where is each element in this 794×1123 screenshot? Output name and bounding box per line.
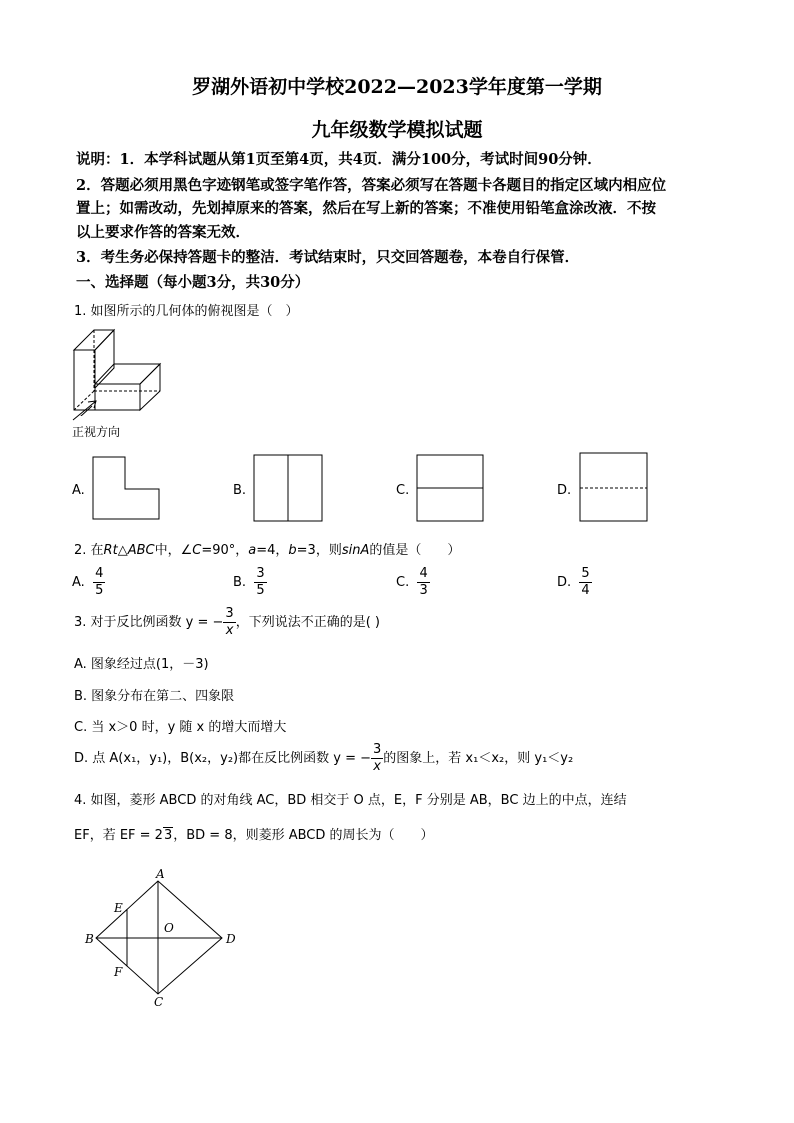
q1-option-b-label[interactable]: B.: [233, 483, 247, 498]
q1-option-a-figure[interactable]: [92, 456, 162, 522]
q1-option-d-label[interactable]: D.: [557, 483, 572, 498]
label-e: E: [114, 901, 123, 915]
q2-option-c[interactable]: C. $\frac{4}{3}$: [396, 566, 428, 598]
instruction-line-1: 说明：1．本学科试题从第1页至第4页，共4页．满分100分，考试时间90分钟．: [76, 151, 602, 168]
q2-option-b[interactable]: B. $\frac{3}{5}$: [233, 566, 265, 598]
q1-stem: 1. 如图所示的几何体的俯视图是（ ）: [74, 304, 299, 319]
q1-option-d-figure[interactable]: [579, 452, 649, 524]
q3-option-a[interactable]: A. 图象经过点(1，－3): [74, 657, 209, 672]
label-d: D: [226, 932, 236, 946]
q1-option-a-label[interactable]: A.: [72, 483, 85, 498]
page-title: 罗湖外语初中学校2022—2023学年度第一学期: [192, 76, 602, 98]
instruction-line-2: 2．答题必须用黑色字迹钢笔或签字笔作答，答案必须写在答题卡各题目的指定区域内相应位: [76, 177, 667, 194]
q3-option-c[interactable]: C. 当 x＞0 时，y 随 x 的增大而增大: [74, 720, 287, 735]
q1-option-c-figure[interactable]: [416, 454, 486, 524]
q2-option-d[interactable]: D. $\frac{5}{4}$: [557, 566, 590, 598]
q4-stem-line-1: 4. 如图，菱形 ABCD 的对角线 AC，BD 相交于 O 点，E，F 分别是 AB，BC 边上的中点，连结: [74, 793, 627, 808]
q2-option-a[interactable]: A. $\frac{4}{5}$: [72, 566, 104, 598]
q2-stem: 2. 在Rt△ABC中，∠C=90°，a=4，b=3，则sinA的值是（ ）: [74, 543, 461, 558]
q1-option-c-label[interactable]: C.: [396, 483, 410, 498]
label-f: F: [114, 965, 123, 979]
label-a: A: [156, 867, 165, 881]
q3-option-b[interactable]: B. 图象分布在第二、四象限: [74, 689, 235, 704]
q1-direction-label: 正视方向: [72, 425, 121, 439]
q4-stem-line-2: EF，若 EF = 23，BD = 8，则菱形 ABCD 的周长为（ ）: [74, 828, 434, 843]
page-subtitle: 九年级数学模拟试题: [311, 119, 483, 141]
instruction-line-4: 以上要求作答的答案无效．: [76, 224, 250, 241]
q1-option-b-figure[interactable]: [253, 454, 325, 524]
instruction-line-3: 置上；如需改动，先划掉原来的答案，然后在写上新的答案；不准使用铅笔盒涂改液．不按: [76, 200, 656, 217]
label-b: B: [85, 932, 94, 946]
arrow-icon: [70, 398, 110, 424]
section-heading: 一、选择题（每小题3分，共30分）: [76, 274, 310, 291]
instruction-line-5: 3．考生务必保持答题卡的整洁．考试结束时，只交回答题卷，本卷自行保管．: [76, 249, 580, 266]
label-o: O: [164, 921, 174, 935]
q3-stem: 3. 对于反比例函数 y = − $\frac{3}{x}$ ，下列说法不正确的是( ): [74, 606, 380, 638]
q4-rhombus-figure: [80, 866, 250, 1010]
sqrt-radicand: 3: [163, 828, 173, 843]
q3-option-d[interactable]: D. 点 A(x₁，y₁)，B(x₂，y₂)都在反比例函数 y = − $\frac{3}{x}$ 的图象上，若 x₁＜x₂，则 y₁＜y₂: [74, 742, 574, 774]
label-c: C: [154, 995, 164, 1009]
